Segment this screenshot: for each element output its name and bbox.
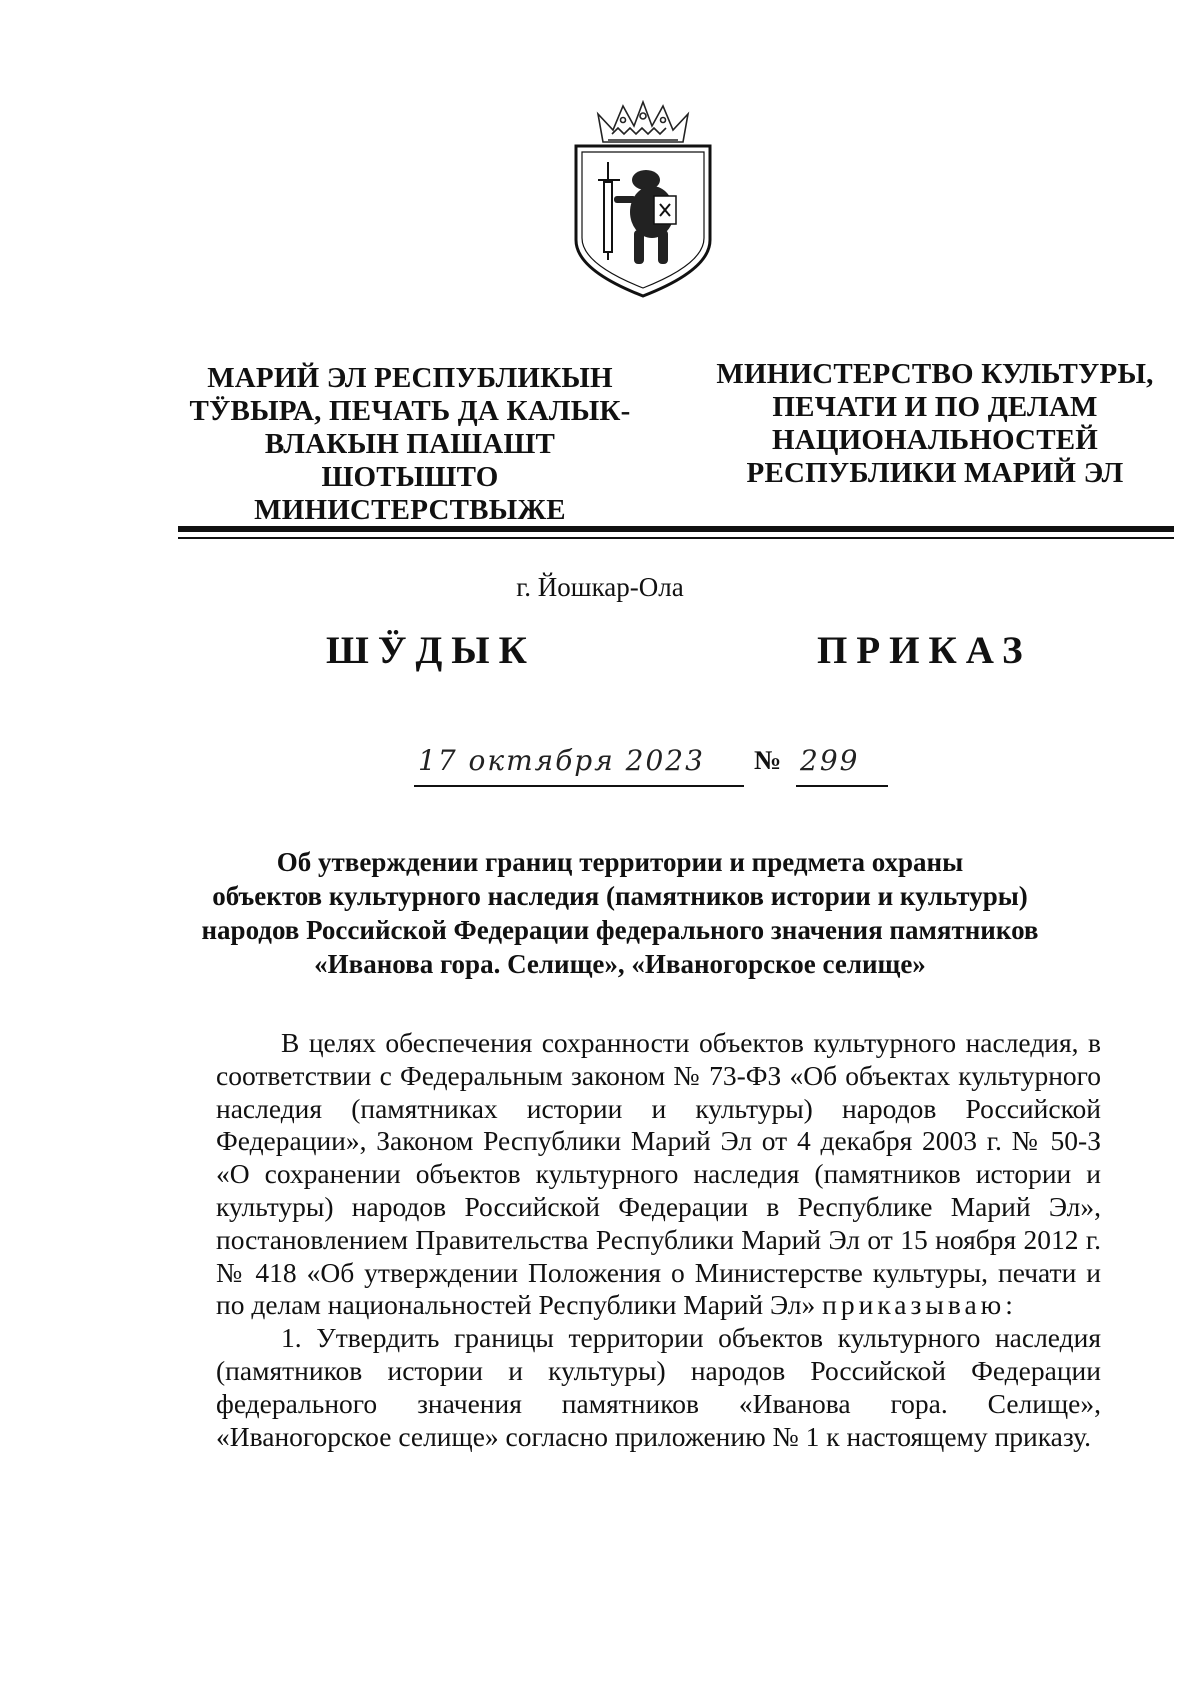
header-divider-thick: [178, 526, 1174, 532]
clause-1-paragraph: 1. Утвердить границы территории объектов культурного наследия (памятников истории и культуры) народов Российской Федерации федерального значения памятников «Иванова гора. Селище», «Иваногорское селище» согласно приложению № 1 к настоящему приказу.: [216, 1322, 1101, 1452]
ministry-name-mari-line: ТӰВЫРА, ПЕЧАТЬ ДА КАЛЫК-: [189, 395, 631, 427]
ministry-name-mari: [175, 362, 645, 527]
ministry-name-russian-line: НАЦИОНАЛЬНОСТЕЙ: [771, 424, 1099, 456]
ministry-name-russian-line: РЕСПУБЛИКИ МАРИЙ ЭЛ: [746, 457, 1124, 489]
date-underline: [414, 785, 744, 787]
preamble-text: В целях обеспечения сохранности объектов культурного наследия, в соответствии с Федеральным законом № 73-ФЗ «Об объектах культурного наследия (памятниках истории и культуры) народов Российской Федерации», Законом Республики Марий Эл от 4 декабря 2003 г. № 50-З «О сохранении объектов культурного наследия (памятников истории и культуры) народов Российской Федерации в Республике Марий Эл», постановлением Правительства Республики Марий Эл от 15 ноября 2012 г. № 418 «Об утверждении Положения о Министерстве культуры, печати и по делам национальностей Республики Марий Эл»: [216, 1027, 1101, 1321]
document-body: [216, 1027, 1101, 1453]
number-sign: №: [754, 745, 782, 775]
ministry-name-mari-line: ВЛАКЫН ПАШАШТ ШОТЫШТО: [264, 428, 556, 493]
title-line: народов Российской Федерации федерального значения памятников: [201, 915, 1039, 945]
doc-type-mari: ШӰДЫК: [326, 629, 536, 672]
title-line: «Иванова гора. Селище», «Иваногорское селище»: [314, 949, 926, 979]
ministry-name-russian-line: МИНИСТЕРСТВО КУЛЬТУРЫ,: [716, 358, 1154, 390]
header-divider-thin: [178, 537, 1174, 539]
document-title: [200, 845, 1040, 981]
ministry-name-russian-line: ПЕЧАТИ И ПО ДЕЛАМ: [772, 391, 1098, 423]
coat-of-arms-emblem: [568, 100, 718, 298]
handwritten-number: 299: [800, 744, 860, 777]
city-name: г. Йошкар-Ола: [516, 572, 684, 602]
order-command: приказываю:: [822, 1289, 1017, 1321]
title-line: Об утверждении границ территории и предмета охраны: [276, 847, 964, 877]
title-line: объектов культурного наследия (памятников истории и культуры): [212, 881, 1028, 911]
ministry-name-mari-line: МАРИЙ ЭЛ РЕСПУБЛИКЫН: [207, 362, 613, 394]
handwritten-date: 17 октября 2023: [418, 744, 705, 777]
doc-type-russian: ПРИКАЗ: [817, 629, 1032, 672]
ministry-name-mari-line: МИНИСТЕРСТВЫЖЕ: [254, 494, 566, 526]
preamble-paragraph: [216, 1027, 1101, 1322]
ministry-name-russian: [700, 358, 1170, 490]
number-underline: [796, 785, 888, 787]
